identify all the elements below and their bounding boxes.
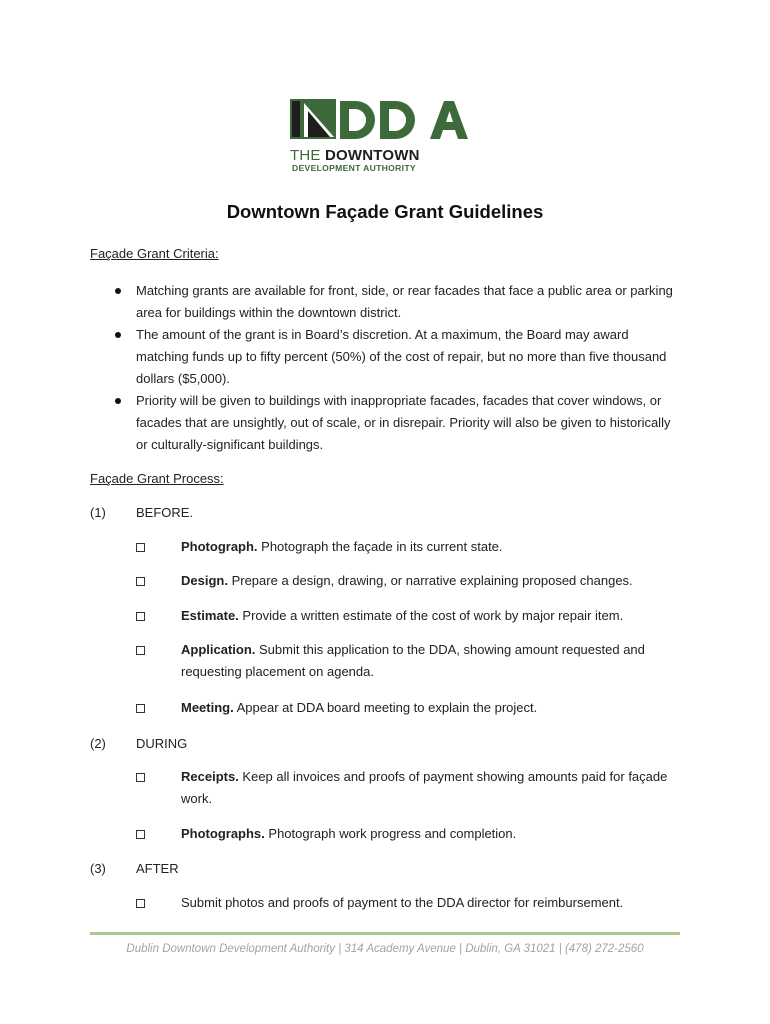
item-text: Photograph work progress and completion. [264,826,517,841]
item-title: Photograph. [181,539,258,554]
footer-divider [90,932,680,935]
checkbox[interactable] [136,773,145,782]
checklist-item [136,536,696,558]
checkbox[interactable] [136,646,145,655]
item-title: Application. [181,642,256,657]
item-text: Provide a written estimate of the cost of work by major repair item. [238,608,624,623]
item-title: Photographs. [181,826,265,841]
step-label: BEFORE. [136,505,194,520]
step-label: AFTER [136,861,179,876]
checkbox[interactable] [136,543,145,552]
checkbox[interactable] [136,899,145,908]
checkbox[interactable] [136,612,145,621]
criteria-bullet: Priority will be given to buildings with inappropriate facades, facades that cover windows, or facades that are unsightly, out of scale, or in disrepair. Priority will also be given to historically or culturally-significant buildings. [112,390,682,456]
item-text: Appear at DDA board meeting to explain the project. [233,700,538,715]
criteria-heading: Façade Grant Criteria: [90,246,219,261]
criteria-list [112,280,682,456]
logo-line-1: THE DOWNTOWN [290,147,420,164]
criteria-bullet: Matching grants are available for front, side, or rear facades that face a public area or parking area for buildings within the downtown district. [112,280,682,324]
step-label: DURING [136,736,188,751]
item-text: Prepare a design, drawing, or narrative explaining proposed changes. [227,573,633,588]
checklist-item [136,823,696,845]
page-footer: Dublin Downtown Development Authority | 314 Academy Avenue | Dublin, GA 31021 | (478) 272-2560 [126,943,644,955]
logo-line-2: DEVELOPMENT AUTHORITY [292,163,416,173]
checkbox[interactable] [136,577,145,586]
checklist-item [136,570,696,592]
checklist-item [136,892,696,914]
item-title: Design. [181,573,228,588]
checkbox[interactable] [136,830,145,839]
step-number: (3) [90,861,106,876]
item-title: Receipts. [181,769,239,784]
step-number: (2) [90,736,106,751]
checklist-item [136,697,696,719]
page-title: Downtown Façade Grant Guidelines [226,201,544,222]
item-text: Photograph the façade in its current state. [257,539,503,554]
step-number: (1) [90,505,106,520]
item-text: Submit photos and proofs of payment to the DDA director for reimbursement. [181,895,624,910]
item-title: Estimate. [181,608,239,623]
item-text: Submit this application to the DDA, showing amount requested and requesting placement on agenda. [181,642,645,679]
item-text: Keep all invoices and proofs of payment showing amounts paid for façade work. [181,769,668,806]
criteria-bullet: The amount of the grant is in Board’s discretion. At a maximum, the Board may award matching funds up to fifty percent (50%) of the cost of repair, but no more than five thousand dollars ($5,000). [112,324,682,390]
dda-logo [290,97,480,177]
process-heading: Façade Grant Process: [90,471,224,486]
checklist-item [136,766,696,810]
dda-logo-mark [290,97,480,147]
checklist-item [136,605,696,627]
checklist-item [136,639,696,683]
item-title: Meeting. [181,700,234,715]
checkbox[interactable] [136,704,145,713]
